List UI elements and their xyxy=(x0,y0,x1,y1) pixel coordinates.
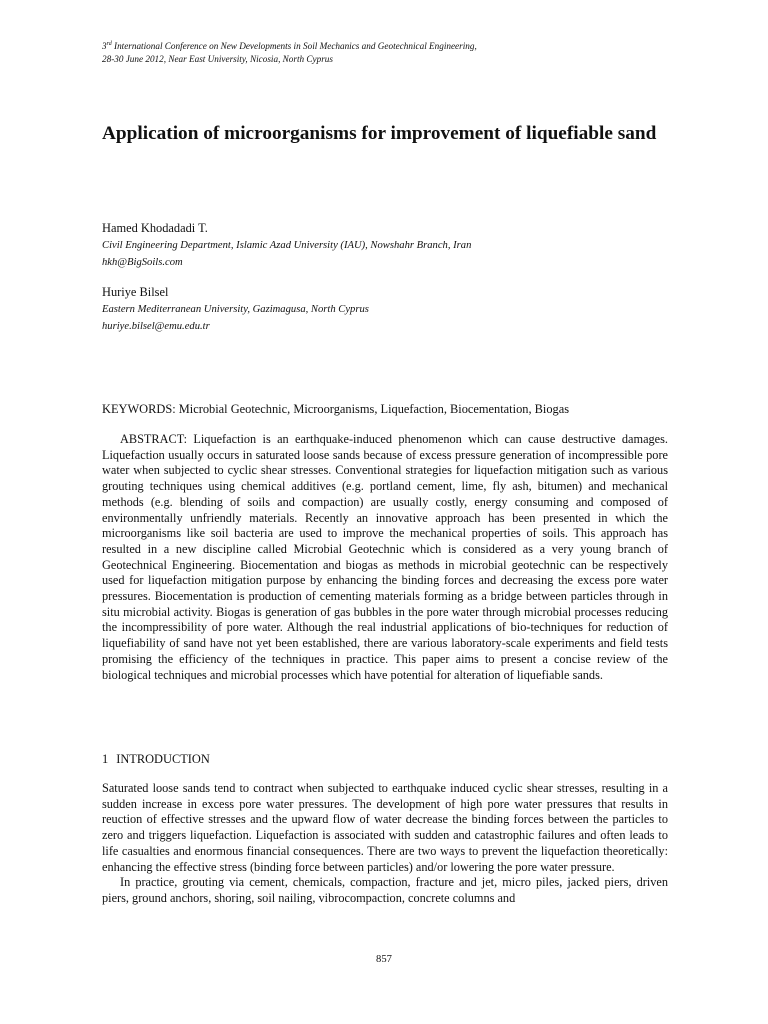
paper-title: Application of microorganisms for improvement of liquefiable sand xyxy=(102,123,657,144)
section-title: INTRODUCTION xyxy=(116,752,210,766)
author-affiliation: Eastern Mediterranean University, Gazimagusa, North Cyprus xyxy=(102,304,369,315)
conference-line xyxy=(102,40,662,53)
intro-paragraph: Saturated loose sands tend to contract when subjected to earthquake induced cyclic shear stresses, resulting in a sudden increase in excess pore water pressures. The development of high pore water pressures that results in reuction of effective stresses and the upward flow of water decrease the binding forces between the particles to zero and triggers liquefaction. Liquefaction is associated with sudden and catastrophic failures and often leads to life casualties and enormous financial consequences. There are two ways to prevent the liquefaction theoretically: enhancing the effective stress (binding force between particles) and/or lowering the pore water pressure. xyxy=(102,781,668,874)
section-number: 1 xyxy=(102,752,109,766)
section-heading xyxy=(102,751,210,767)
conference-ordinal-suffix: rd xyxy=(106,41,112,47)
conference-dates-venue: 28-30 June 2012, Near East University, Nicosia, North Cyprus xyxy=(102,53,333,64)
abstract: ABSTRACT: Liquefaction is an earthquake-induced phenomenon which can cause destructive damages. Liquefaction usually occurs in saturated loose sands because of excess pressure generation of incompressible pore water when subjected to cyclic shear stresses. Conventional strategies for liquefaction mitigation such as various grouting techniques using chemical additives (e.g. portland cement, lime, fly ash, bitumen) and mechanical methods (e.g. blending of soils and compaction) are usually costly, energy consuming and composed of environmentally unfriendly materials. Recently an innovative approach has been presented in which the microorganisms like soil bacteria are used to improve the mechanical properties of soils. This approach has resulted in a new discipline called Microbial Geotechnic which is considered as a very young branch of Geotechnical Engineering. Biocementation and biogas as methods in microbial geotechnic can be respectively used for liquefaction mitigation purpose by enhancing the binding forces and decreasing the excess pore water pressures. Biocementation is production of cementing materials forming as a bridge between particles through in situ microbial activity. Biogas is generation of gas bubbles in the pore water through microbial processes reducing the incompressibility of pore water. Although the real industrial applications of bio-techniques for reduction of liquefiability of sand have not yet been established, there are various laboratory-scale experiments and field tests promising the efficiency of the techniques in practice. This paper aims to present a concise review of the biological techniques and microbial processes which have potential for alteration of liquefiable sands. xyxy=(102,432,668,682)
conference-ordinal: 3 xyxy=(102,41,107,51)
author-name: Huriye Bilsel xyxy=(102,285,169,299)
introduction-body xyxy=(102,781,668,907)
author-email: hkh@BigSoils.com xyxy=(102,257,183,268)
keywords: KEYWORDS: Microbial Geotechnic, Microorganisms, Liquefaction, Biocementation, Biogas xyxy=(102,402,570,416)
conference-name: International Conference on New Developments in Soil Mechanics and Geotechnical Engineering, xyxy=(111,41,477,51)
conference-header xyxy=(102,40,662,65)
author-name: Hamed Khodadadi T. xyxy=(102,221,208,235)
author-affiliation: Civil Engineering Department, Islamic Azad University (IAU), Nowshahr Branch, Iran xyxy=(102,240,472,251)
intro-paragraph: In practice, grouting via cement, chemicals, compaction, fracture and jet, micro piles, jacked piers, driven piers, ground anchors, shoring, soil nailing, vibrocompaction, concrete columns and xyxy=(102,875,668,905)
page-number: 857 xyxy=(376,954,392,965)
author-block xyxy=(102,284,662,335)
author-email: huriye.bilsel@emu.edu.tr xyxy=(102,321,210,332)
author-block xyxy=(102,220,662,271)
